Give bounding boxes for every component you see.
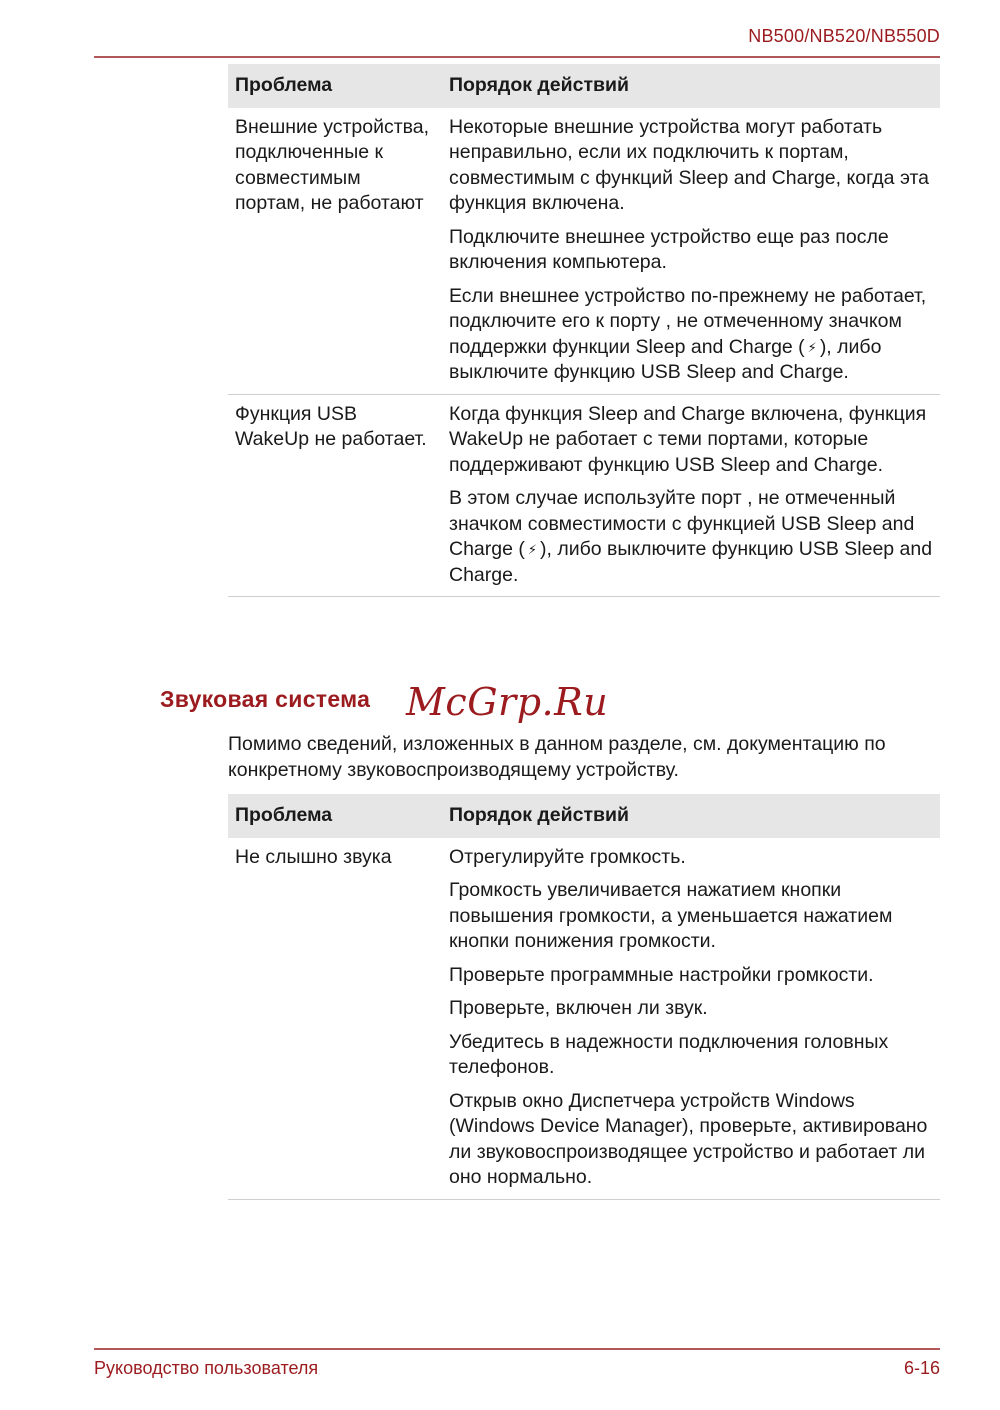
action-paragraph: Когда функция Sleep and Charge включена, функция WakeUp не работает с теми портами, которые поддерживают функцию USB Sleep and Charge. (449, 402, 927, 476)
table-row (228, 108, 940, 395)
table-header-row (228, 64, 940, 108)
action-paragraph: Отрегулируйте громкость. (449, 845, 686, 868)
footer-divider (94, 1348, 940, 1350)
problem-cell: Не слышно звука (228, 838, 442, 1200)
action-paragraph: Проверьте программные настройки громкости. (449, 963, 874, 986)
footer-page-number: 6-16 (903, 1358, 940, 1378)
column-header-actions: Порядок действий (442, 794, 940, 838)
action-paragraph: Громкость увеличивается нажатием кнопки повышения громкости, а уменьшается нажатием кнопки понижения громкости. (449, 879, 893, 952)
action-text: В этом случае используйте порт , не отмеченный значком совместимости с функцией USB Sleep and Charge ( (449, 487, 915, 560)
footer-document-title: Руководство пользователя (94, 1358, 319, 1378)
sleep-and-charge-icon: ⚡ (527, 542, 538, 557)
troubleshooting-table-usb (228, 64, 940, 597)
column-header-actions: Порядок действий (442, 64, 940, 108)
column-header-problem: Проблема (228, 64, 442, 108)
action-paragraph: Открыв окно Диспетчера устройств Windows (Windows Device Manager), проверьте, активировано ли звуковоспроизводящее устройство и работает ли оно нормально. (449, 1089, 928, 1188)
action-paragraph: Некоторые внешние устройства могут работать неправильно, если их подключить к портам, совместимым с функций Sleep and Charge, когда эта функция включена. (449, 115, 930, 214)
troubleshooting-table-sound (228, 794, 940, 1200)
action-paragraph (449, 284, 933, 386)
action-paragraph: Подключите внешнее устройство еще раз после включения компьютера. (449, 225, 889, 273)
action-text: ), либо выключите функцию USB Sleep and Charge. (449, 538, 933, 586)
problem-cell: Внешние устройства, подключенные к совместимым портам, не работают (228, 108, 442, 395)
header-model-name: NB500/NB520/NB550D (748, 26, 940, 46)
problem-cell: Функция USB WakeUp не работает. (228, 394, 442, 597)
table-row (228, 838, 940, 1200)
action-text: Если внешнее устройство по-прежнему не работает, подключите его к порту , не отмеченному значком поддержки функции Sleep and Charge ( (449, 284, 927, 358)
section-intro: Помимо сведений, изложенных в данном разделе, см. документацию по конкретному звуковоспроизводящему устройству. (228, 733, 886, 781)
column-header-problem: Проблема (228, 794, 442, 838)
action-paragraph: Убедитесь в надежности подключения головных телефонов. (449, 1030, 889, 1078)
action-text: ), либо выключите функцию USB Sleep and Charge. (449, 335, 882, 383)
action-paragraph: Проверьте, включен ли звук. (449, 997, 708, 1019)
table-row (228, 394, 940, 597)
sleep-and-charge-icon: ⚡ (807, 339, 817, 355)
watermark-text: McGrp.Ru (406, 680, 609, 724)
header-divider (94, 56, 940, 58)
actions-cell (442, 108, 940, 395)
action-paragraph (449, 486, 933, 588)
table-header-row (228, 794, 940, 838)
actions-cell (442, 394, 940, 597)
section-title-sound-system: Звуковая система (160, 686, 371, 712)
actions-cell (442, 838, 940, 1200)
